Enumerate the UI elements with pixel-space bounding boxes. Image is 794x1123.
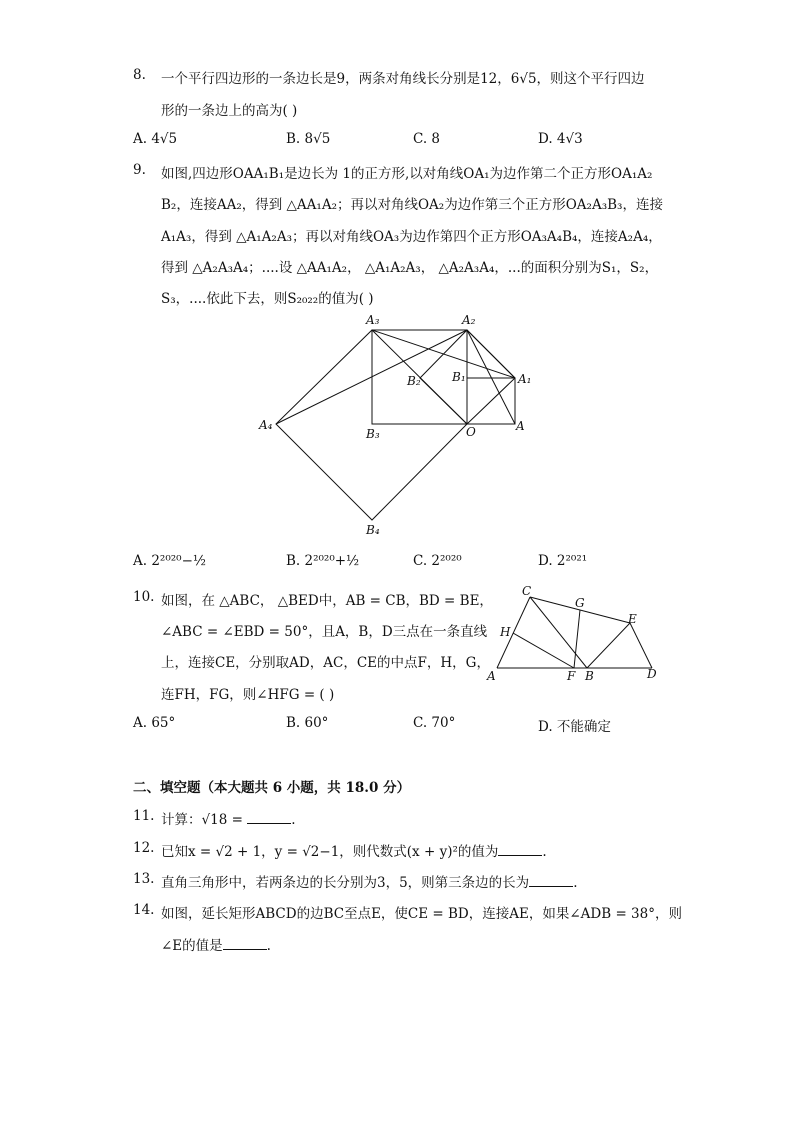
q9-text-line5: S₃，....依此下去，则S₂₀₂₂的值为( ) [161,291,374,307]
q13-text [161,871,577,891]
q12-answer-blank[interactable] [498,843,542,856]
q14-answer-blank[interactable] [223,937,267,950]
q9-label-a4: A₄ [259,418,273,432]
q8-text-line1: 一个平行四边形的一条边长是9，两条对角线长分别是12，6√5，则这个平行四边 [161,71,645,87]
q13-text-content: 直角三角形中，若两条边的长分别为3，5，则第三条边的长为 [161,875,530,891]
q9-label-b4: B₄ [366,523,380,537]
q9-label-b2: B₂ [407,374,421,388]
q10-text-line3: 上，连接CE，分别取AD，AC，CE的中点F，H，G， [161,655,490,671]
q14-text-content: ∠E的值是 [161,938,223,954]
q9-option-a[interactable]: A. 2²⁰²⁰−½ [133,553,206,569]
q9-number: 9. [133,162,146,178]
q10-text-line2: ∠ABC = ∠EBD = 50°，且A，B，D三点在一条直线 [161,624,488,640]
q10-option-b[interactable]: B. 60° [286,715,329,731]
q10-label-b: B [585,669,594,682]
q9-text-line4: 得到 △A₂A₃A₄；....设 △AA₁A₂， △A₁A₂A₃， △A₂A₃A₄，...的面积分别为S₁，S₂， [161,260,659,276]
q13-number: 13. [133,871,155,887]
q10-label-c: C [522,584,532,598]
q8-text-line2: 形的一条边上的高为( ) [161,103,298,119]
q11-answer-blank[interactable] [247,811,291,824]
q10-option-a[interactable]: A. 65° [133,715,176,731]
q9-text-line1: 如图,四边形OAA₁B₁是边长为 1的正方形,以对角线OA₁为边作第二个正方形OA₁A₂ [161,166,653,182]
q8-option-a[interactable]: A. 4√5 [133,131,178,147]
q10-line-ed [630,623,652,668]
q12-end: . [542,844,547,860]
q10-option-d[interactable]: D. 不能确定 [538,719,611,735]
q14-number: 14. [133,902,155,918]
q11-text [161,808,295,828]
q9-option-b[interactable]: B. 2²⁰²⁰+½ [286,553,360,569]
q9-label-b1: B₁ [452,370,466,384]
q10-label-h: H [500,625,511,639]
section-title: 二、填空题（本大题共 6 小题，共 18.0 分） [133,780,411,796]
q10-label-d: D [647,667,657,681]
q8-option-b[interactable]: B. 8√5 [286,131,331,147]
q10-line-be [587,623,630,668]
q9-text-line3: A₁A₃，得到 △A₁A₂A₃；再以对角线OA₃为边作第四个正方形OA₃A₄B₄，连接A₂A₄， [161,229,662,245]
q9-label-a3: A₃ [366,313,380,327]
q9-label-a2: A₂ [462,313,476,327]
q10-option-c[interactable]: C. 70° [413,715,456,731]
q11-text-content: 计算：√18 = [161,812,248,828]
q9-text-line2: B₂，连接AA₂，得到 △AA₁A₂；再以对角线OA₂为边作第三个正方形OA₂A₃B₃，连接 [161,197,663,213]
q12-text [161,840,547,860]
q10-label-e: E [628,612,637,626]
q9-label-b3: B₃ [366,427,380,441]
q13-end: . [573,875,578,891]
q11-end: . [291,812,296,828]
q10-label-g: G [575,596,585,610]
q10-text-line1: 如图，在 △ABC， △BED中，AB = CB，BD = BE， [161,593,493,609]
q10-number: 10. [133,589,155,605]
q9-option-c[interactable]: C. 2²⁰²⁰ [413,553,462,569]
q11-number: 11. [133,808,155,824]
q14-text-line2 [161,934,271,954]
q9-figure [250,310,540,540]
q9-label-o: O [466,425,476,439]
q9-label-a1: A₁ [518,372,532,386]
q10-text-line4: 连FH，FG，则∠HFG = ( ) [161,687,335,703]
q12-text-content: 已知x = √2 + 1，y = √2−1，则代数式(x + y)²的值为 [161,844,499,860]
q8-number: 8. [133,67,146,83]
q8-option-d[interactable]: D. 4√3 [538,131,583,147]
q12-number: 12. [133,840,155,856]
q14-end: . [266,938,271,954]
q9-option-d[interactable]: D. 2²⁰²¹ [538,553,588,569]
q10-figure [484,582,664,682]
q10-line-hf [513,633,574,668]
q14-text-line1: 如图，延长矩形ABCD的边BC至点E，使CE = BD，连接AE，如果∠ADB = 38°，则 [161,906,682,922]
q10-line-gf [574,610,580,668]
q9-label-a: A [516,419,525,433]
q8-option-c[interactable]: C. 8 [413,131,441,147]
q10-label-f: F [567,669,576,682]
q10-label-a: A [487,669,496,682]
q13-answer-blank[interactable] [529,874,573,887]
